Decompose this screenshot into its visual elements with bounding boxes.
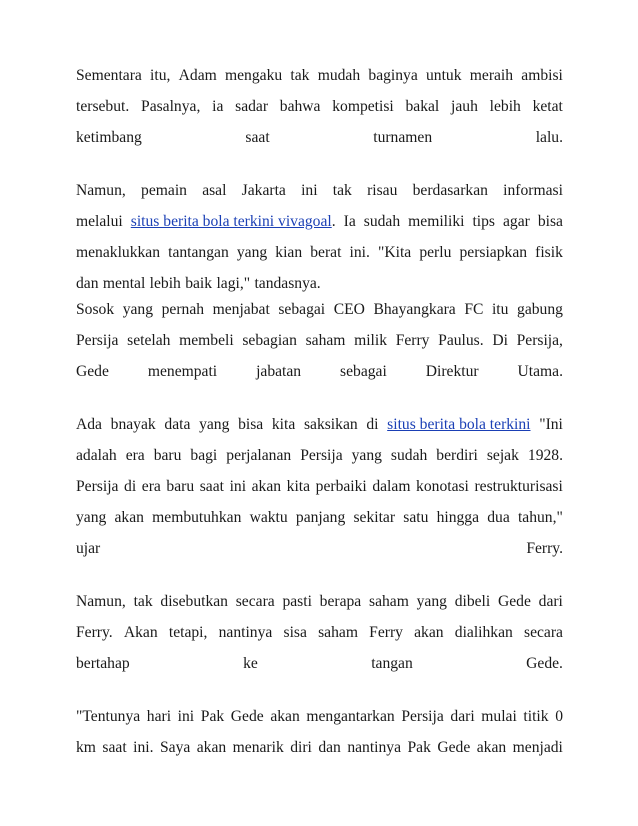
text-line [76, 127, 563, 149]
text-line [76, 361, 563, 383]
word: km [76, 739, 96, 756]
word: sebagai [278, 301, 326, 318]
word: lebih [149, 275, 181, 292]
word: pemain [141, 182, 187, 199]
word: Ferry. [76, 624, 113, 641]
word: menjabat [212, 301, 270, 318]
word: berat [310, 244, 342, 261]
word: tersebut. [76, 98, 130, 115]
word: waktu [249, 509, 288, 526]
word: hari [146, 708, 172, 725]
news-site-link[interactable]: situs berita bola terkini vivagoal [130, 213, 332, 230]
word: mengantarkan [306, 708, 395, 725]
word: tantangan [168, 244, 229, 261]
word: gabung [517, 301, 563, 318]
word: ketimbang [76, 129, 142, 146]
word: satu [403, 509, 429, 526]
link-span [131, 211, 336, 233]
text-line [76, 653, 563, 675]
word: menjadi [512, 739, 563, 756]
word: 1928. [527, 447, 563, 464]
word: Ferry. [526, 540, 563, 557]
word: sejak [486, 447, 519, 464]
word: Persija, [516, 332, 563, 349]
word: secara [235, 593, 275, 610]
word: disebutkan [160, 593, 228, 610]
news-site-link-2[interactable]: situs berita bola terkini [387, 416, 531, 433]
word: meraih [469, 67, 514, 84]
word: lebih [489, 98, 521, 115]
word: Ia [343, 213, 356, 230]
word: tetapi, [168, 624, 208, 641]
word: baik [185, 275, 213, 292]
text-line [76, 737, 563, 759]
word: saat [245, 129, 270, 146]
word: perbaiki [315, 478, 367, 495]
word: diri [290, 739, 312, 756]
word: titik [523, 708, 549, 725]
word: sadar [235, 98, 269, 115]
word: saat [199, 478, 224, 495]
word: baginya [368, 67, 418, 84]
word: saham [318, 624, 358, 641]
word: restrukturisasi [474, 478, 563, 495]
text-line [76, 242, 563, 264]
word: untuk [426, 67, 462, 84]
word: sudah [390, 447, 428, 464]
word: memiliki [408, 213, 465, 230]
word: yang [122, 301, 154, 318]
word: persiapkan [459, 244, 528, 261]
word: saham [305, 332, 346, 349]
word: ini [301, 182, 318, 199]
word: bagi [190, 447, 218, 464]
word: Akan [123, 624, 158, 641]
word: melalui [76, 213, 123, 230]
word: dua [487, 509, 510, 526]
word: berapa [319, 593, 362, 610]
word: Persija [300, 447, 343, 464]
word: Saya [159, 739, 191, 756]
word: Gede [230, 708, 264, 725]
word: Sosok [76, 301, 115, 318]
link-period: . [331, 213, 336, 230]
word: adalah [76, 447, 117, 464]
word: jabatan [256, 363, 302, 380]
word: yang [236, 244, 268, 261]
word: menempati [147, 363, 218, 380]
word: bertahap [76, 655, 130, 672]
word: sudah [363, 213, 401, 230]
word: kita [286, 478, 311, 495]
word: Persija [76, 478, 119, 495]
word: itu, [150, 67, 171, 84]
word: bnayak [110, 416, 156, 433]
word: akan [270, 708, 300, 725]
word: menarik [232, 739, 284, 756]
word: pasti [282, 593, 312, 610]
text-line [76, 180, 563, 202]
text-line [76, 622, 563, 644]
word: akan [114, 509, 144, 526]
word: baru [166, 478, 195, 495]
text-line [76, 538, 563, 560]
word: asal [202, 182, 227, 199]
word: dibeli [454, 593, 491, 610]
word: bisa [537, 213, 563, 230]
word: Gede [437, 739, 471, 756]
word: hingga [436, 509, 480, 526]
word: Ferry [369, 624, 403, 641]
word: Ada [76, 416, 102, 433]
word: bahwa [279, 98, 321, 115]
word: Namun, [76, 593, 126, 610]
word: mudah [317, 67, 361, 84]
word: dalam [372, 478, 411, 495]
word: Persija [401, 708, 444, 725]
word: ke [243, 655, 258, 672]
word: "Kita [378, 244, 412, 261]
word: akan [196, 739, 227, 756]
word: yang [416, 593, 447, 610]
word: konotasi [416, 478, 469, 495]
word: yang [351, 447, 382, 464]
word: Pasalnya, [141, 98, 201, 115]
word: saham [369, 593, 409, 610]
word: perjalanan [226, 447, 292, 464]
text-line [76, 414, 563, 436]
word: setelah [127, 332, 171, 349]
text-line [76, 591, 563, 613]
word: nantinya [218, 624, 273, 641]
word: CEO [333, 301, 365, 318]
word: akan [251, 478, 282, 495]
word: dan [76, 275, 99, 292]
word: tahun," [517, 509, 563, 526]
word: dari [538, 593, 563, 610]
word: secara [524, 624, 563, 641]
word: baru [153, 447, 182, 464]
word: ini [177, 708, 195, 725]
word: sisa [283, 624, 307, 641]
word: tak [290, 67, 310, 84]
word: membeli [179, 332, 234, 349]
word: saat [102, 739, 127, 756]
word: turnamen [373, 129, 433, 146]
text-line [76, 211, 563, 233]
word: saksikan [303, 416, 358, 433]
text-line [76, 299, 563, 321]
word: Gede [76, 363, 109, 380]
word: Sementara [76, 67, 142, 84]
word: Adam [178, 67, 217, 84]
word: Utama. [517, 363, 563, 380]
word: sebagai [340, 363, 387, 380]
word: milik [354, 332, 388, 349]
word: membutuhkan [152, 509, 242, 526]
text-line [76, 476, 563, 498]
word: agar [502, 213, 530, 230]
text-line [76, 445, 563, 467]
word: bakal [405, 98, 440, 115]
word: Direktur [425, 363, 479, 380]
word: ini. [349, 244, 370, 261]
word: Namun, [76, 182, 126, 199]
word: data [164, 416, 191, 433]
word: tak [332, 182, 352, 199]
word: FC [464, 301, 484, 318]
word: Pak [407, 739, 431, 756]
word: akan [414, 624, 444, 641]
word: perlu [419, 244, 452, 261]
text-line [76, 706, 563, 728]
word: tandasnya. [254, 275, 321, 292]
word: bisa [238, 416, 264, 433]
word: Ferry [395, 332, 430, 349]
word: fisik [535, 244, 563, 261]
word: di [124, 478, 137, 495]
word: dan [318, 739, 341, 756]
text-line [76, 96, 563, 118]
word: tangan [371, 655, 413, 672]
word: Bhayangkara [373, 301, 456, 318]
word: berdasarkan [412, 182, 488, 199]
word: di [366, 416, 379, 433]
word: Paulus. [438, 332, 484, 349]
word: menaklukkan [76, 244, 161, 261]
word: lalu. [535, 129, 563, 146]
word: ia [212, 98, 224, 115]
word: Gede [497, 593, 531, 610]
word: tips [472, 213, 495, 230]
word: kian [275, 244, 303, 261]
word: ambisi [521, 67, 563, 84]
word: yang [199, 416, 230, 433]
word: mulai [481, 708, 517, 725]
word: lagi," [216, 275, 251, 292]
word: risau [367, 182, 398, 199]
word: informasi [503, 182, 563, 199]
text-line [76, 507, 563, 529]
word: dari [450, 708, 475, 725]
word: sebagian [242, 332, 297, 349]
word: berdiri [436, 447, 478, 464]
word: jauh [451, 98, 478, 115]
word: Persija [76, 332, 119, 349]
word: 0 [555, 708, 563, 725]
word: panjang [295, 509, 346, 526]
word: "Ini [539, 416, 563, 433]
word: akan [476, 739, 507, 756]
word: Di [492, 332, 508, 349]
word: nantinya [347, 739, 402, 756]
word: pernah [161, 301, 205, 318]
word: ini [229, 478, 247, 495]
word: era [125, 447, 145, 464]
text-line [76, 273, 563, 295]
word: tak [133, 593, 153, 610]
word: yang [76, 509, 107, 526]
word: ini. [133, 739, 154, 756]
text-line [76, 330, 563, 352]
word: itu [491, 301, 509, 318]
word: "Tentunya [76, 708, 141, 725]
word: Gede. [526, 655, 563, 672]
word: mengaku [225, 67, 283, 84]
word: kompetisi [332, 98, 394, 115]
word: era [141, 478, 161, 495]
word: Pak [200, 708, 225, 725]
word: Jakarta [241, 182, 286, 199]
word: dialihkan [454, 624, 513, 641]
word: sekitar [353, 509, 396, 526]
word: ujar [76, 540, 101, 557]
word: mental [102, 275, 146, 292]
text-line [76, 65, 563, 87]
word: ketat [532, 98, 563, 115]
word: kita [271, 416, 296, 433]
